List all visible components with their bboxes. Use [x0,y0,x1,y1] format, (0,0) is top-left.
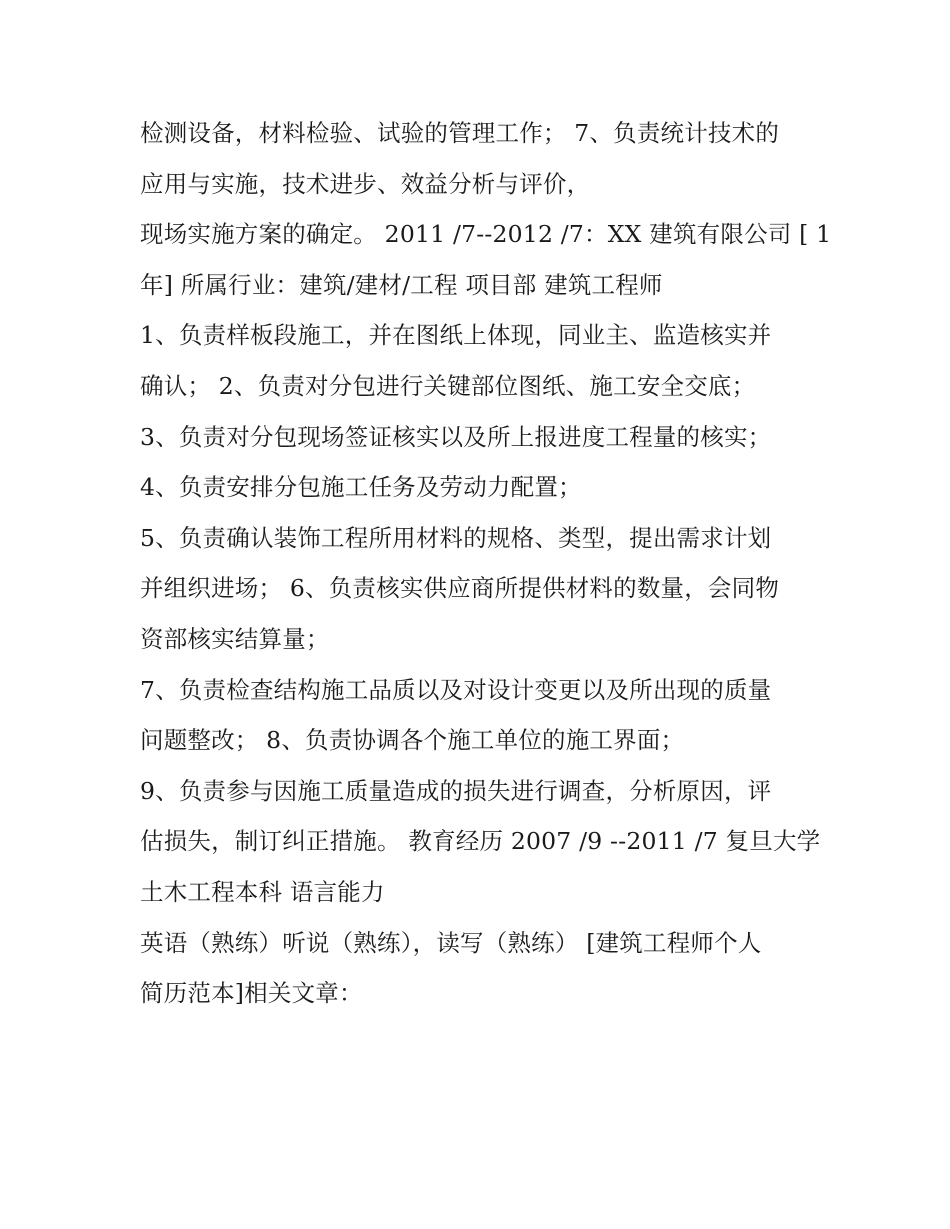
text-line: 确认； 2、负责对分包进行关键部位图纸、施工安全交底； [140,371,756,400]
text-line: 应用与实施，技术进步、效益分析与评价， [140,169,591,198]
text-line: 估损失，制订纠正措施。 教育经历 2007 /9 --2011 /7 复旦大学 [140,827,821,856]
document-body [140,108,832,1019]
text-line: 资部核实结算量； [140,624,330,653]
text-line: 检测设备，材料检验、试验的管理工作； 7、负责统计技术的 [140,119,780,147]
text-line: 问题整改； 8、负责协调各个施工单位的施工界面； [140,726,685,755]
text-line: 5、负责确认装饰工程所用材料的规格、类型，提出需求计划 [140,523,772,552]
text-line: 9、负责参与因施工质量造成的损失进行调查，分析原因，评 [140,776,772,805]
text-line: 3、负责对分包现场签证核实以及所上报进度工程量的核实； [140,422,772,451]
text-line: 简历范本]相关文章： [140,979,363,1008]
text-line: 现场实施方案的确定。 2011 /7--2012 /7：XX 建筑有限公司 [ 1 [140,220,832,249]
text-line: 年] 所属行业：建筑/建材/工程 项目部 建筑工程师 [140,270,663,299]
text-line: 并组织进场； 6、负责核实供应商所提供材料的数量，会同物 [140,574,780,603]
text-line: 7、负责检查结构施工品质以及对设计变更以及所出现的质量 [140,675,772,704]
text-line: 土木工程本科 语言能力 [140,877,385,906]
text-line: 1、负责样板段施工，并在图纸上体现，同业主、监造核实并 [140,321,772,350]
text-line: 4、负责安排分包施工任务及劳动力配置； [140,473,582,502]
text-line: 英语（熟练）听说（熟练），读写（熟练） [建筑工程师个人 [140,928,762,957]
